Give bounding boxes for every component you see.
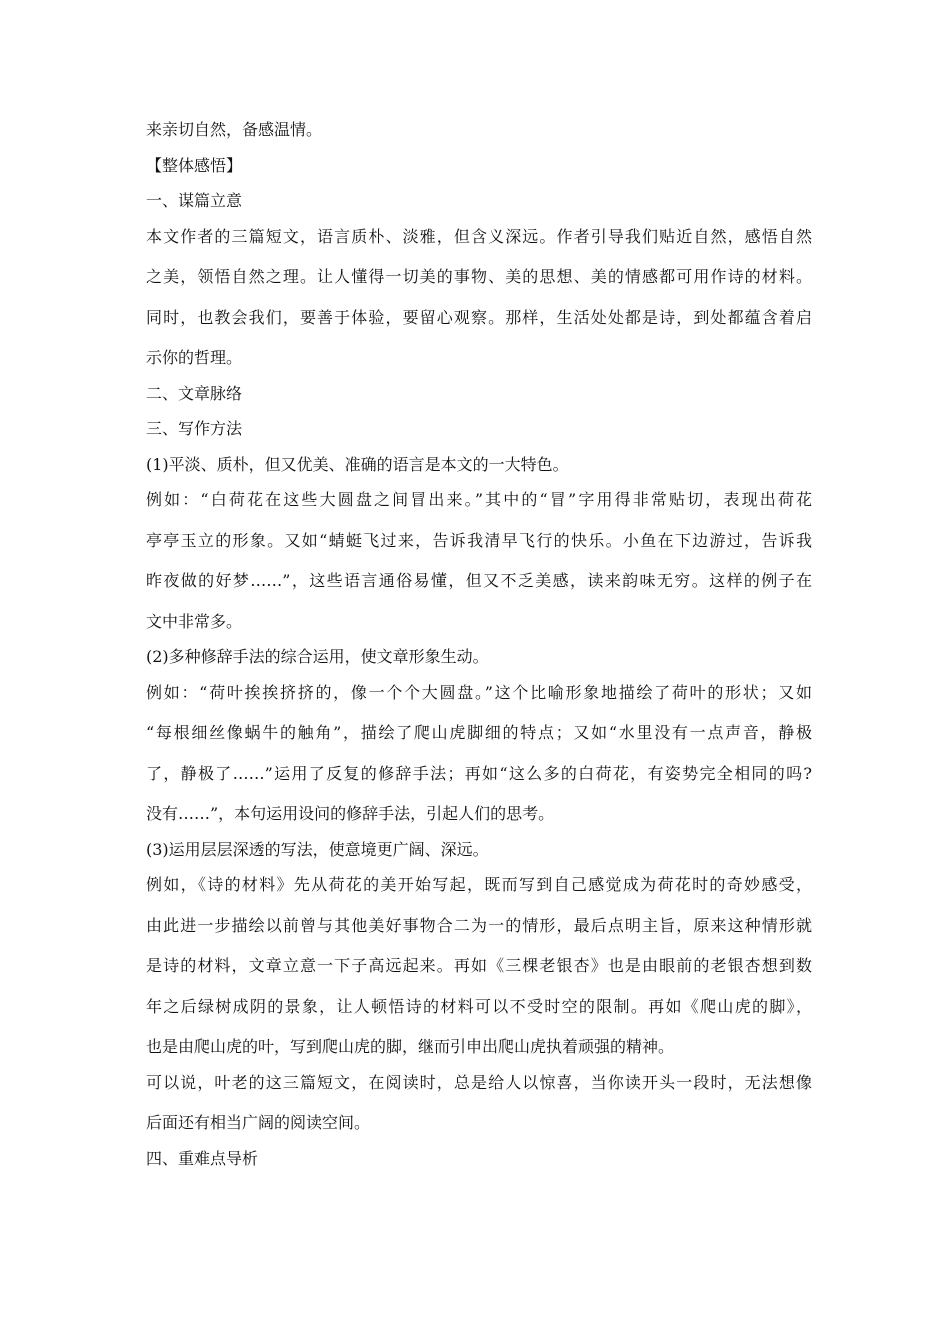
text-line: 例如：“白荷花在这些大圆盘之间冒出来。”其中的“冒”字用得非常贴切，表现出荷花 <box>146 490 812 509</box>
point-heading-1: (1)平淡、质朴，但又优美、准确的语言是本文的一大特色。 <box>146 454 569 474</box>
text-line: “每根细丝像蜗牛的触角”，描绘了爬山虎脚细的特点；又如“水里没有一点声音，静极 <box>146 723 812 742</box>
text-line: 之美，领悟自然之理。让人懂得一切美的事物、美的思想、美的情感都可用作诗的材料。 <box>146 267 812 286</box>
text-line: 本文作者的三篇短文，语言质朴、淡雅，但含义深远。作者引导我们贴近自然，感悟自然 <box>146 226 812 246</box>
text-line: 后面还有相当广阔的阅读空间。 <box>146 1113 371 1132</box>
text-line: 也是由爬山虎的叶，写到爬山虎的脚，继而引申出爬山虎执着顽强的精神。 <box>146 1037 675 1056</box>
subheading-key-points: 四、重难点导析 <box>146 1148 259 1168</box>
text-line: 年之后绿树成阴的景象，让人顿悟诗的材料可以不受时空的限制。再如《爬山虎的脚》， <box>146 996 812 1016</box>
point-heading-2: (2)多种修辞手法的综合运用，使文章形象生动。 <box>146 647 489 666</box>
text-line: 例如：“荷叶挨挨挤挤的，像一个个大圆盘。”这个比喻形象地描绘了荷叶的形状；又如 <box>146 682 812 702</box>
section-heading-overall: 【整体感悟】 <box>146 155 243 175</box>
point-heading-3: (3)运用层层深透的写法，使意境更广阔、深远。 <box>146 839 489 859</box>
subheading-writing-method: 三、写作方法 <box>146 419 243 438</box>
text-line: 了，静极了……”运用了反复的修辞手法；再如“这么多的白荷花，有姿势完全相同的吗? <box>146 763 812 783</box>
text-line: 示你的哲理。 <box>146 348 243 367</box>
subheading-theme: 一、谋篇立意 <box>146 191 243 210</box>
text-line: 没有……”，本句运用设问的修辞手法，引起人们的思考。 <box>146 804 555 823</box>
text-line: 来亲切自然，备感温情。 <box>146 120 323 139</box>
text-line: 昨夜做的好梦……”，这些语言通俗易懂，但又不乏美感，读来韵味无穷。这样的例子在 <box>146 571 812 590</box>
text-line: 是诗的材料，文章立意一下子高远起来。再如《三棵老银杏》也是由眼前的老银杏想到数 <box>146 956 812 975</box>
text-line: 同时，也教会我们，要善于体验，要留心观察。那样，生活处处都是诗，到处都蕴含着启 <box>146 307 812 327</box>
text-line: 例如，《诗的材料》先从荷花的美开始写起，既而写到自己感觉成为荷花时的奇妙感受， <box>146 875 812 894</box>
subheading-structure: 二、文章脉络 <box>146 383 243 403</box>
text-line: 文中非常多。 <box>146 611 243 631</box>
text-line: 由此进一步描绘以前曾与其他美好事物合二为一的情形，最后点明主旨，原来这种情形就 <box>146 915 812 935</box>
text-line: 可以说，叶老的这三篇短文，在阅读时，总是给人以惊喜，当你读开头一段时，无法想像 <box>146 1072 812 1092</box>
document-body <box>146 122 812 1167</box>
text-line: 亭亭玉立的形象。又如“蜻蜓飞过来，告诉我清早飞行的快乐。小鱼在下边游过，告诉我 <box>146 530 812 550</box>
